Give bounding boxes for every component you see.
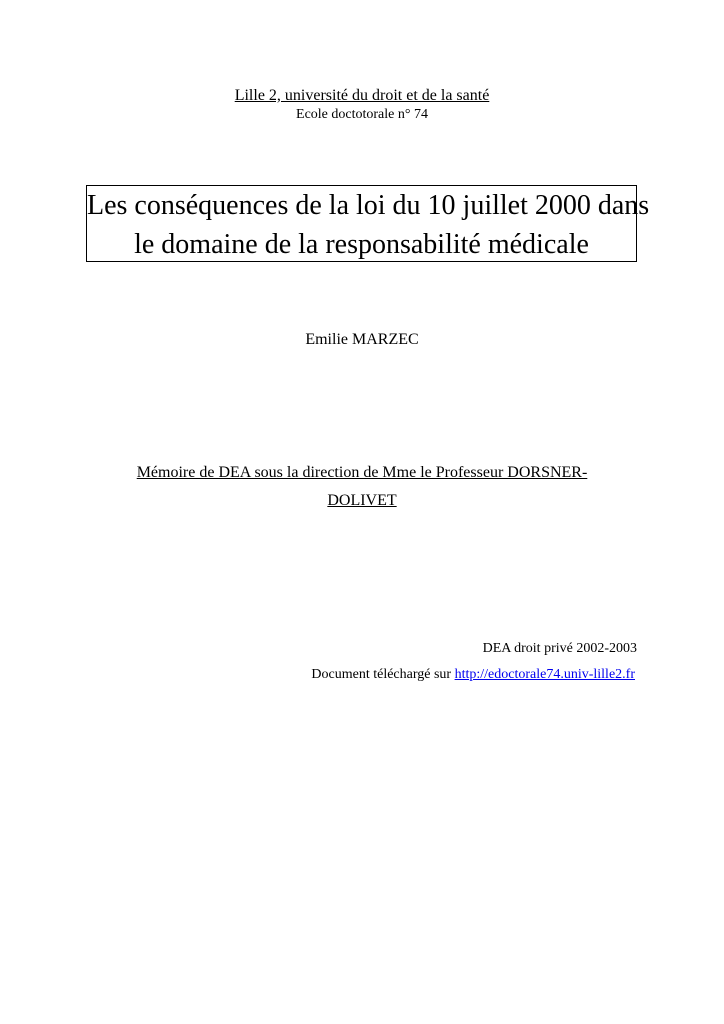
memoire-line-1: Mémoire de DEA sous la direction de Mme le Professeur DORSNER- bbox=[136, 464, 588, 481]
thesis-title-line-2: le domaine de la responsabilité médicale bbox=[134, 229, 589, 260]
memoire-supervision bbox=[110, 459, 614, 515]
doctoral-school: Ecole doctotorale n° 74 bbox=[296, 107, 428, 122]
thesis-title-box bbox=[86, 185, 650, 262]
thesis-title-line-1: Les conséquences de la loi du 10 juillet 2000 dans bbox=[87, 190, 650, 221]
dea-year: DEA droit privé 2002-2003 bbox=[482, 641, 637, 656]
author-name: Emilie MARZEC bbox=[305, 331, 419, 348]
download-link[interactable]: http://edoctorale74.univ-lille2.fr bbox=[454, 667, 635, 682]
download-note bbox=[311, 666, 635, 684]
download-prefix: Document téléchargé sur bbox=[311, 667, 455, 682]
memoire-line-2: DOLIVET bbox=[327, 492, 397, 509]
university-name: Lille 2, université du droit et de la santé bbox=[234, 87, 490, 104]
